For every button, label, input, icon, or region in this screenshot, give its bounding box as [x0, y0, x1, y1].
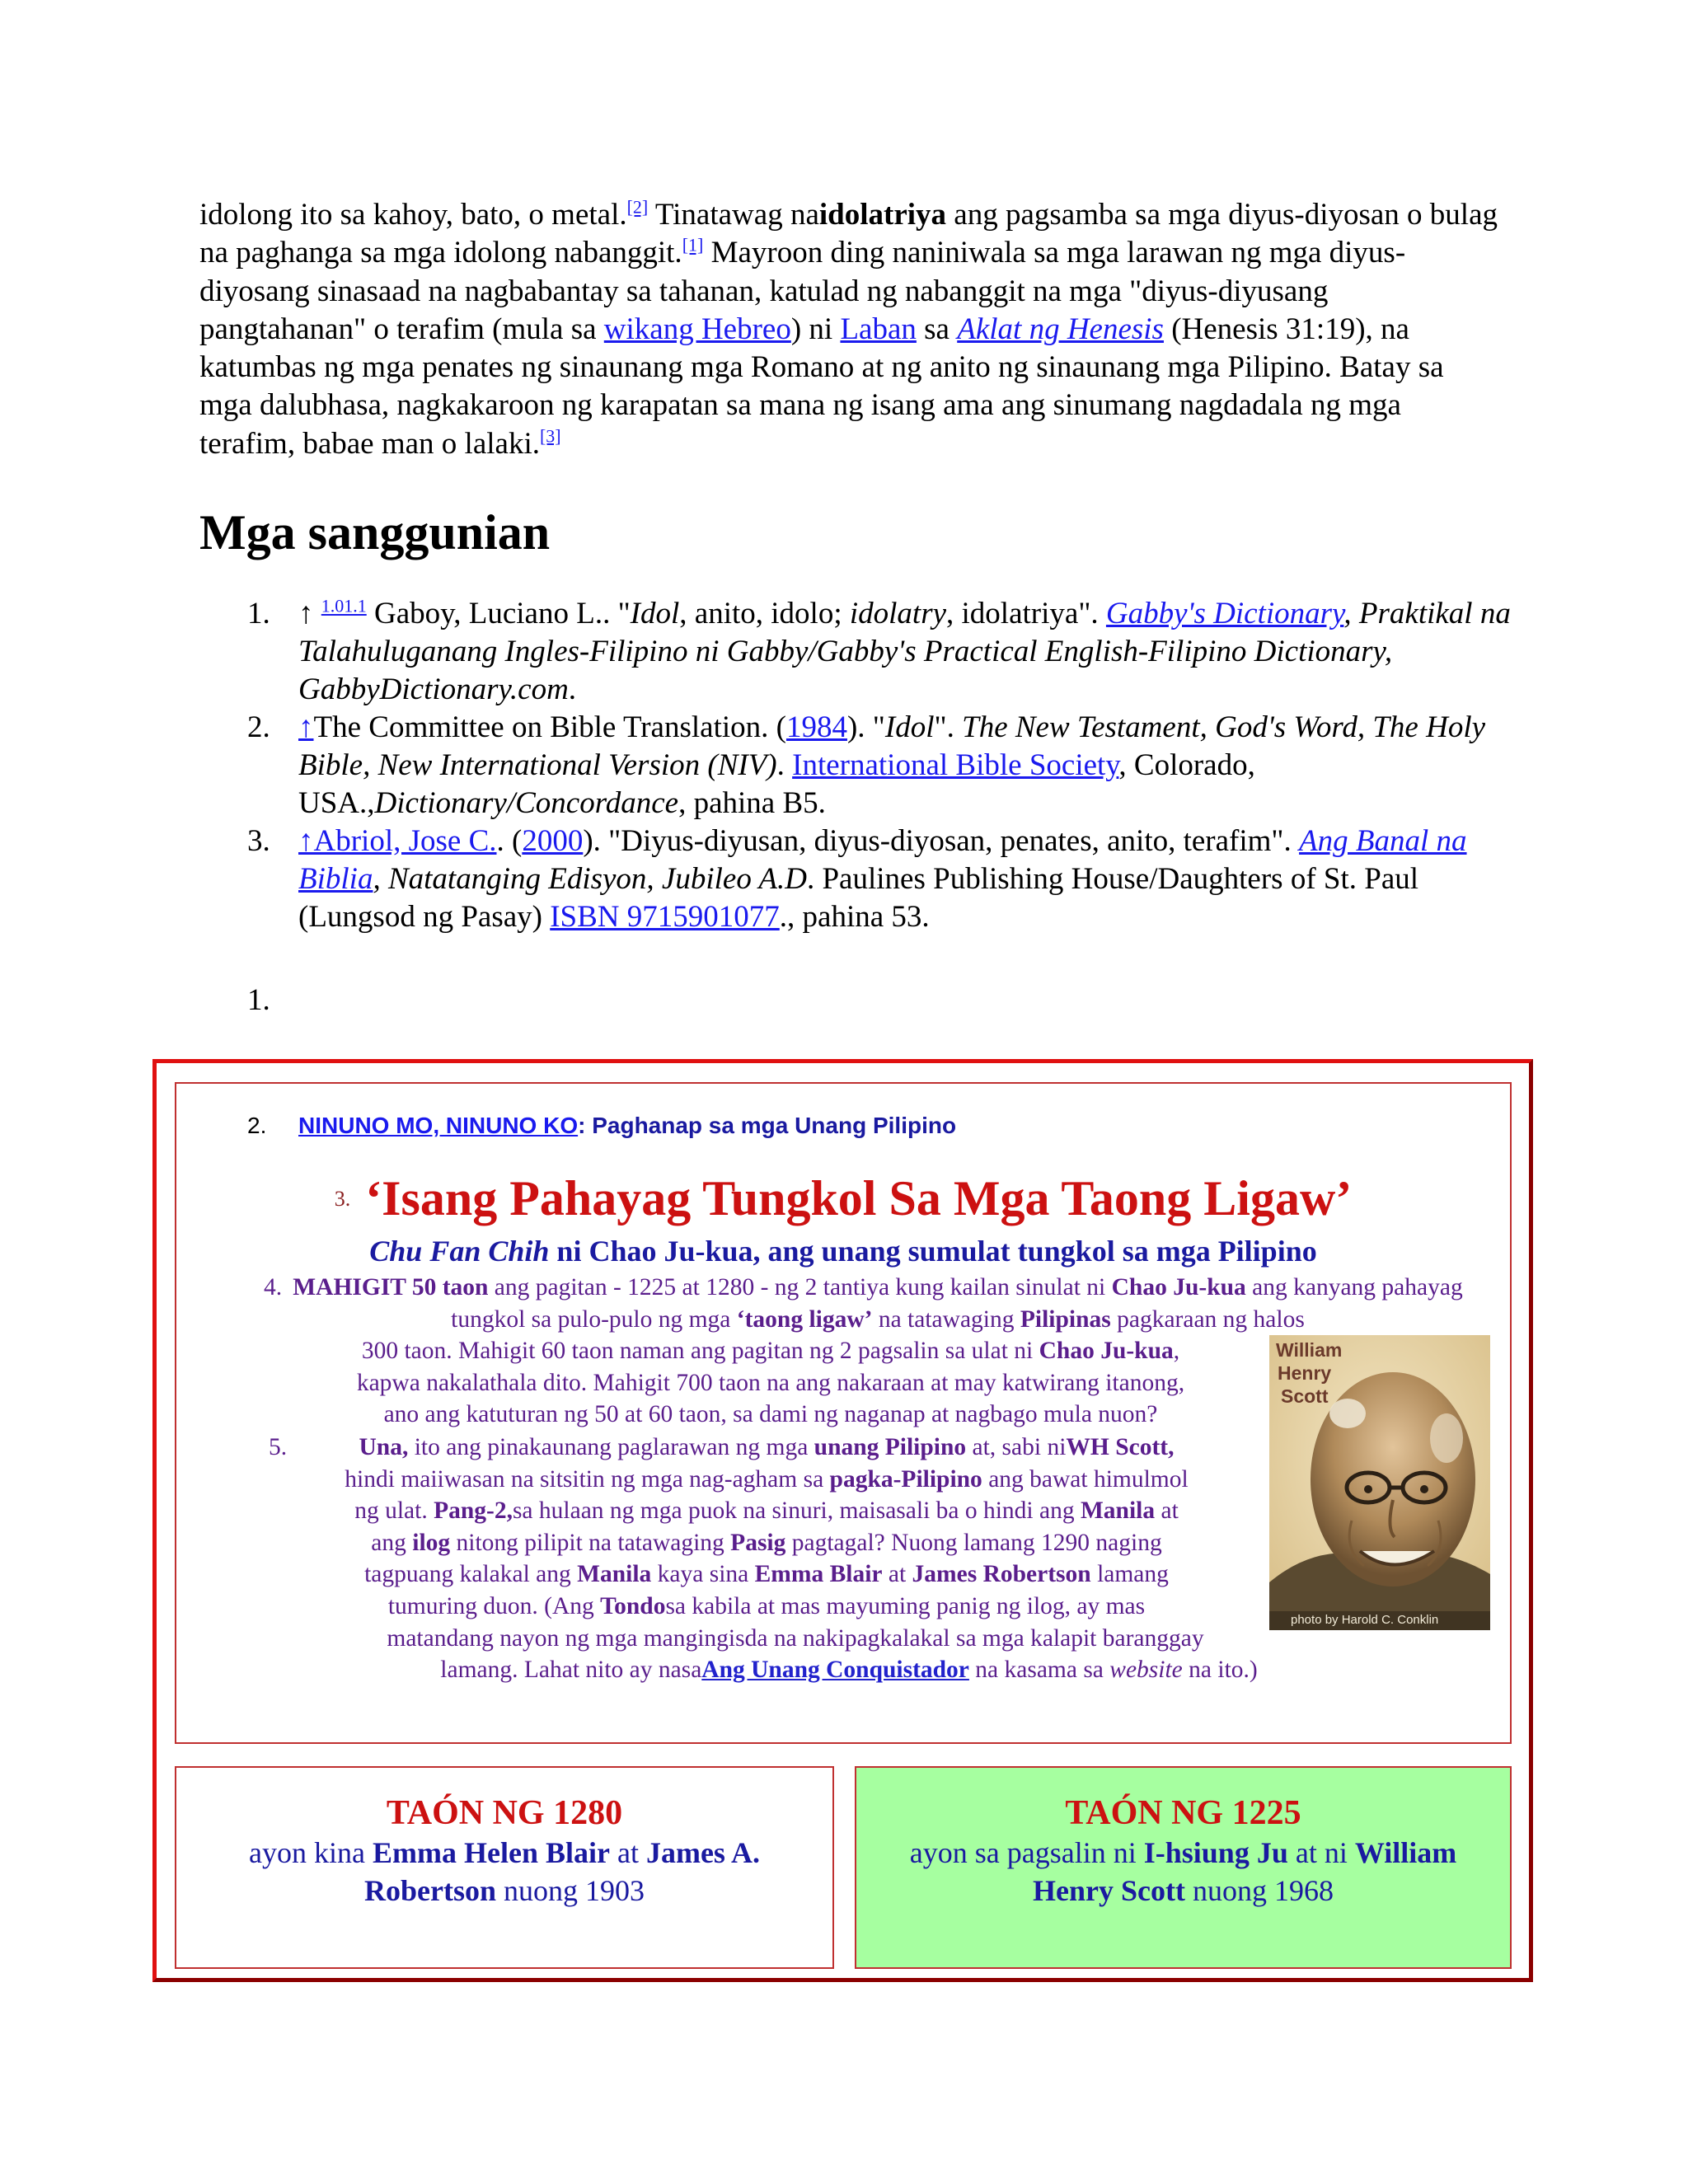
- body-paragraph: [199, 196, 1502, 463]
- para-text: ) ni: [790, 312, 841, 346]
- text: matandang nayon ng mga mangingisda na nakipagkalakal sa mga kalapit baranggay: [387, 1624, 1204, 1652]
- para-text: sa: [916, 312, 958, 346]
- text-line: [272, 1399, 1269, 1431]
- text: ng ulat.: [354, 1497, 434, 1525]
- text: lamang. Lahat nito ay nasa: [440, 1657, 702, 1684]
- abriol-link[interactable]: ↑Abriol, Jose C.: [298, 824, 497, 858]
- wikang-hebreo-link[interactable]: wikang Hebreo: [603, 312, 791, 346]
- text: at, sabi ni: [966, 1434, 1067, 1460]
- subtitle-text: ni Chao Ju-kua, ang unang sumulat tungkol sa mga Pilipino: [549, 1235, 1317, 1268]
- list-number: 4.: [264, 1274, 283, 1301]
- ref-text: . (: [496, 824, 523, 858]
- text: nitong pilipit na tatawaging: [450, 1529, 731, 1556]
- series-nav: [247, 1113, 956, 1139]
- ang-banal-na-biblia-link[interactable]: Ang Banal na Biblia: [298, 824, 1467, 896]
- bold-text: Pang-2,: [434, 1497, 513, 1525]
- gabbys-dictionary-link[interactable]: Gabby's Dictionary: [1105, 597, 1344, 630]
- text: tagpuang kalakal ang: [364, 1561, 578, 1588]
- text: ito ang pinakaunang paglarawan ng mga: [408, 1434, 814, 1460]
- ref-text: , Colorado, USA.,: [298, 748, 1255, 820]
- text: pagkaraan ng halos: [1110, 1305, 1305, 1333]
- text: na ito.): [1182, 1657, 1258, 1684]
- year-1225-box: [855, 1766, 1512, 1969]
- text: at: [1155, 1497, 1179, 1525]
- text-line: [272, 1623, 1319, 1655]
- text: sa hulaan ng mga puok na sinuri, maisasali ba o hindi ang: [512, 1497, 1081, 1525]
- text: ayon kina: [249, 1836, 373, 1869]
- bold-text: I-hsiung Ju: [1143, 1836, 1288, 1869]
- ref-text: Idol: [630, 597, 680, 630]
- bold-text: pagka-Pilipino: [829, 1465, 982, 1493]
- ref-text: Dictionary/Concordance: [374, 786, 679, 820]
- ref-text: .: [776, 748, 793, 782]
- text-line: [272, 1432, 1261, 1464]
- ref-text: ".: [934, 710, 963, 744]
- ref-text: .: [568, 673, 577, 706]
- year-1280-box: [175, 1766, 834, 1969]
- para-text: Tinatawag na: [648, 198, 819, 232]
- text: lamang: [1090, 1561, 1169, 1588]
- international-bible-society-link[interactable]: International Bible Society: [792, 748, 1119, 782]
- text: at ni: [1287, 1836, 1355, 1869]
- bold-text: Una,: [359, 1434, 409, 1460]
- reference-item: [247, 595, 1517, 709]
- photo-credit: photo by Harold C. Conklin: [1291, 1613, 1439, 1627]
- year-1280-title: TAÓN NG 1280: [386, 1794, 623, 1832]
- footnote-3-link[interactable]: [3]: [539, 425, 561, 447]
- list-number: 2.: [247, 710, 270, 744]
- backlink-arrow[interactable]: ↑: [298, 710, 314, 744]
- text: ano ang katuturan ng 50 at 60 taon, sa dami ng naganap at nagbago mula nuon?: [383, 1401, 1158, 1428]
- bold-text: MAHIGIT 50 taon: [293, 1274, 489, 1301]
- empty-list-item: 1.: [247, 983, 270, 1017]
- text-line: [272, 1558, 1261, 1591]
- text: tumuring duon. (Ang: [387, 1592, 601, 1619]
- ref-text: . Paulines Publishing House/Daughters of St. Paul (Lungsod ng Pasay): [298, 862, 1419, 934]
- year-1225-title: TAÓN NG 1225: [1065, 1794, 1301, 1832]
- text: at: [882, 1561, 912, 1588]
- year-1984-link[interactable]: 1984: [785, 710, 847, 744]
- bold-text: Chao Ju-kua: [1039, 1338, 1174, 1365]
- article-subtitle: [175, 1234, 1512, 1268]
- text: ayon sa pagsalin ni: [909, 1836, 1144, 1869]
- ref-text: ). "Diyus-diyusan, diyus-diyosan, penates, anito, terafim".: [583, 824, 1300, 858]
- ref-text: The New Testament, God's Word, The Holy Bible, New International Version (NIV): [298, 710, 1486, 782]
- ref-text: Gaboy, Luciano L.. ": [366, 597, 631, 630]
- bold-text: Manila: [1080, 1497, 1156, 1525]
- text: at: [609, 1836, 646, 1869]
- text: na kasama sa: [968, 1657, 1110, 1684]
- ref-text: The Committee on Bible Translation. (: [313, 710, 786, 744]
- bold-text: unang Pilipino: [814, 1434, 967, 1460]
- article-title: ‘Isang Pahayag Tungkol Sa Mga Taong Ligaw’: [365, 1171, 1353, 1226]
- text: ang: [371, 1529, 413, 1556]
- text-line: [272, 1495, 1261, 1527]
- bold-text: ilog: [412, 1529, 451, 1556]
- list-number: 1.: [247, 597, 270, 630]
- text: na tatawaging: [872, 1305, 1020, 1333]
- text: pagtagal? Nuong lamang 1290 naging: [785, 1529, 1162, 1556]
- list-number: 2.: [247, 1113, 267, 1138]
- idolatriya-term: idolatriya: [818, 198, 947, 232]
- bold-text: James A. Robertson: [364, 1836, 760, 1907]
- article-title-line: [175, 1170, 1512, 1227]
- bold-text: Pasig: [730, 1529, 786, 1556]
- bold-text: James Robertson: [912, 1561, 1091, 1588]
- year-2000-link[interactable]: 2000: [522, 824, 584, 858]
- ninuno-mo-link[interactable]: NINUNO MO, NINUNO KO: [298, 1113, 579, 1138]
- text: ang pagitan - 1225 at 1280 - ng 2 tantiya kung kailan sinulat ni: [488, 1274, 1112, 1301]
- text-line: [272, 1464, 1261, 1496]
- text: ,: [1173, 1338, 1180, 1365]
- ref-text: , anito, idolo;: [679, 597, 850, 630]
- photo-label-name: Scott: [1281, 1385, 1329, 1407]
- text: sa kabila at mas mayuming panig ng ilog, ay mas: [665, 1592, 1146, 1619]
- list-number: 3.: [334, 1186, 351, 1211]
- nav-subtitle: : Paghanap sa mga Unang Pilipino: [578, 1113, 957, 1138]
- references-list: [247, 595, 1517, 936]
- text-line: [272, 1367, 1269, 1399]
- photo-label-name: Henry: [1278, 1362, 1332, 1384]
- year-1225-text: [856, 1834, 1510, 1910]
- intro-paragraph-5: [269, 1432, 1261, 1686]
- backlink-sup[interactable]: 1.01.1: [321, 595, 367, 616]
- para-text: (Henesis 31:19), na katumbas ng mga penates ng sinaunang mga Romano at ng anito ng sinaunang mga Pilipino. Batay sa mga dalubhasa, nagkakaroon ng karapatan sa mana ng isang ama ang sinumang nagdadala ng mga terafim, babae man o lalaki.: [199, 312, 1444, 461]
- text: hindi maiiwasan na sitsitin ng mga nag-agham sa: [345, 1465, 830, 1493]
- list-number: 3.: [247, 824, 270, 858]
- ref-text: , pahina B5.: [678, 786, 826, 820]
- references-heading: Mga sanggunian: [199, 505, 551, 560]
- footnote-2-link[interactable]: [2]: [626, 196, 649, 218]
- text: ang kanyang pahayag tungkol sa pulo-pulo ng mga: [451, 1274, 1463, 1333]
- reference-item: [247, 709, 1517, 823]
- bold-text: Pilipinas: [1020, 1305, 1111, 1333]
- text-line: [272, 1527, 1261, 1559]
- bold-text: Tondo: [600, 1592, 666, 1619]
- text: ang bawat himulmol: [982, 1465, 1189, 1493]
- aklat-ng-henesis-link[interactable]: Aklat ng Henesis: [957, 312, 1164, 346]
- bold-text: Chao Ju-kua: [1111, 1274, 1246, 1301]
- ref-text: , idolatriya".: [946, 597, 1106, 630]
- laban-link[interactable]: Laban: [840, 312, 917, 346]
- year-1280-text: [176, 1834, 832, 1910]
- ref-text: idolatry: [849, 597, 947, 630]
- text: kapwa nakalathala dito. Mahigit 700 taon na ang nakaraan at may katwirang itanong,: [356, 1369, 1185, 1396]
- ref-text: , Natatanging Edisyon, Jubileo A.D: [373, 862, 807, 896]
- photo-label-name: William: [1276, 1339, 1343, 1361]
- text: 300 taon. Mahigit 60 taon naman ang pagitan ng 2 pagsalin sa ulat ni: [361, 1338, 1039, 1365]
- william-henry-scott-photo: [1269, 1335, 1490, 1630]
- ang-unang-conquistador-link[interactable]: Ang Unang Conquistador: [701, 1657, 969, 1684]
- ref-text: ). ": [846, 710, 885, 744]
- bold-text: Emma Helen Blair: [373, 1836, 610, 1869]
- para-text: ang pagsamba sa mga diyus-diyosan o bulag na paghanga sa mga idolong nabanggit.: [199, 198, 1498, 270]
- backlink-arrow[interactable]: ↑: [298, 597, 314, 630]
- ref-text: Idol: [884, 710, 935, 744]
- para-text: idolong ito sa kahoy, bato, o metal.: [199, 198, 627, 232]
- ref-text: , Praktikal na Talahuluganang Ingles-Filipino ni Gabby/Gabby's Practical English-Filipino Dictionary, GabbyDictionary.com: [298, 597, 1511, 706]
- text-line: [272, 1335, 1269, 1367]
- bold-text: WH Scott,: [1066, 1434, 1175, 1460]
- bold-text: Manila: [577, 1561, 652, 1588]
- list-number: 5.: [269, 1434, 288, 1460]
- text: nuong 1903: [496, 1874, 645, 1907]
- bold-text: Emma Blair: [754, 1561, 883, 1588]
- text-line: [272, 1654, 1426, 1686]
- bold-text: ‘taong ligaw’: [736, 1305, 873, 1333]
- isbn-link[interactable]: ISBN 9715901077: [550, 900, 780, 934]
- footnote-1-link[interactable]: [1]: [682, 234, 704, 255]
- book-title: Chu Fan Chih: [369, 1235, 550, 1268]
- text: nuong 1968: [1184, 1874, 1334, 1907]
- text-line: [272, 1272, 1484, 1335]
- ref-text: ., pahina 53.: [779, 900, 930, 934]
- bold-text: William Henry Scott: [1033, 1836, 1457, 1907]
- text-line: [272, 1591, 1261, 1623]
- reference-item: [247, 823, 1517, 936]
- italic-text: website: [1109, 1657, 1183, 1684]
- para-text: Mayroon ding naniniwala sa mga larawan ng mga diyus-diyosang sinasaad na nagbabantay sa tahanan, katulad ng nabanggit na mga "diyus-diyusang pangtahanan" o terafim (mula sa: [199, 236, 1406, 346]
- text: kaya sina: [651, 1561, 755, 1588]
